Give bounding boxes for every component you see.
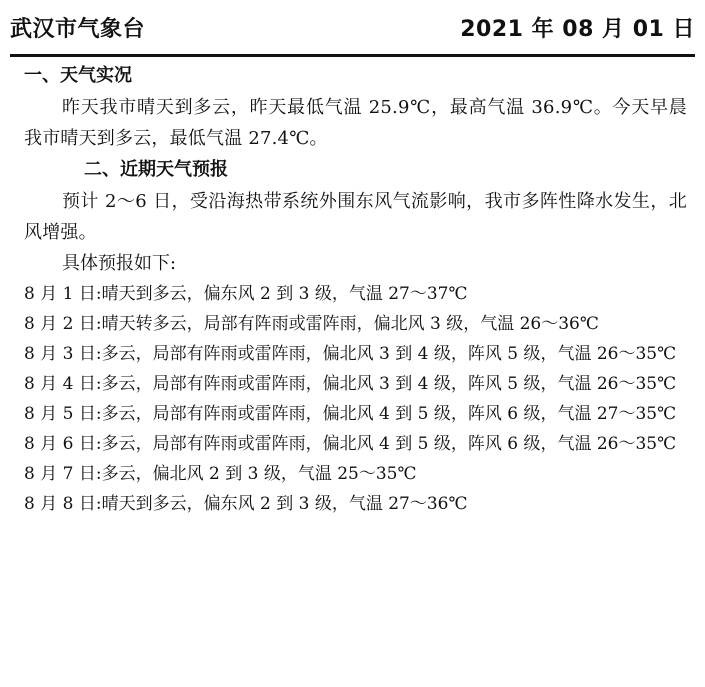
forecast-item xyxy=(24,489,687,519)
forecast-date: 8 月 8 日: xyxy=(24,494,102,514)
document-header xyxy=(10,8,695,46)
forecast-text: 多云，局部有阵雨或雷阵雨，偏北风 3 到 4 级，阵风 5 级，气温 26～35℃ xyxy=(101,344,677,364)
forecast-text: 晴天到多云，偏东风 2 到 3 级，气温 27～37℃ xyxy=(101,284,468,304)
forecast-item xyxy=(24,429,687,459)
section-heading-forecast: 二、近期天气预报 xyxy=(84,159,228,180)
document-body xyxy=(24,60,687,519)
forecast-item xyxy=(24,459,687,489)
forecast-item xyxy=(24,399,687,429)
forecast-date: 8 月 6 日: xyxy=(24,434,102,454)
forecast-item xyxy=(24,339,687,369)
forecast-date: 8 月 3 日: xyxy=(24,344,102,364)
forecast-date: 8 月 2 日: xyxy=(24,314,102,334)
forecast-text: 多云，局部有阵雨或雷阵雨，偏北风 4 到 5 级，阵风 6 级，气温 27～35℃ xyxy=(101,404,677,424)
forecast-text: 多云，偏北风 2 到 3 级，气温 25～35℃ xyxy=(101,464,417,484)
forecast-item xyxy=(24,309,687,339)
forecast-text: 多云，局部有阵雨或雷阵雨，偏北风 4 到 5 级，阵风 6 级，气温 26～35℃ xyxy=(101,434,677,454)
issuing-organization: 武汉市气象台 xyxy=(10,16,146,42)
issue-date: 2021 年 08 月 01 日 xyxy=(460,16,695,42)
forecast-subheading: 具体预报如下: xyxy=(62,253,177,274)
forecast-date: 8 月 5 日: xyxy=(24,404,102,424)
forecast-text: 晴天到多云，偏东风 2 到 3 级，气温 27～36℃ xyxy=(101,494,468,514)
observations-paragraph: 昨天我市晴天到多云，昨天最低气温 25.9℃，最高气温 36.9℃。今天早晨我市晴天到多云，最低气温 27.4℃。 xyxy=(24,97,687,149)
forecast-intro-paragraph: 预计 2～6 日，受沿海热带系统外围东风气流影响，我市多阵性降水发生，北风增强。 xyxy=(24,191,687,243)
forecast-text: 晴天转多云，局部有阵雨或雷阵雨，偏北风 3 级，气温 26～36℃ xyxy=(101,314,599,334)
section-heading-observations: 一、天气实况 xyxy=(24,65,132,86)
forecast-item xyxy=(24,279,687,309)
forecast-text: 多云，局部有阵雨或雷阵雨，偏北风 3 到 4 级，阵风 5 级，气温 26～35℃ xyxy=(101,374,677,394)
forecast-date: 8 月 4 日: xyxy=(24,374,102,394)
forecast-item xyxy=(24,369,687,399)
forecast-date: 8 月 7 日: xyxy=(24,464,102,484)
forecast-date: 8 月 1 日: xyxy=(24,284,102,304)
header-divider xyxy=(10,54,695,57)
forecast-list xyxy=(24,279,687,519)
